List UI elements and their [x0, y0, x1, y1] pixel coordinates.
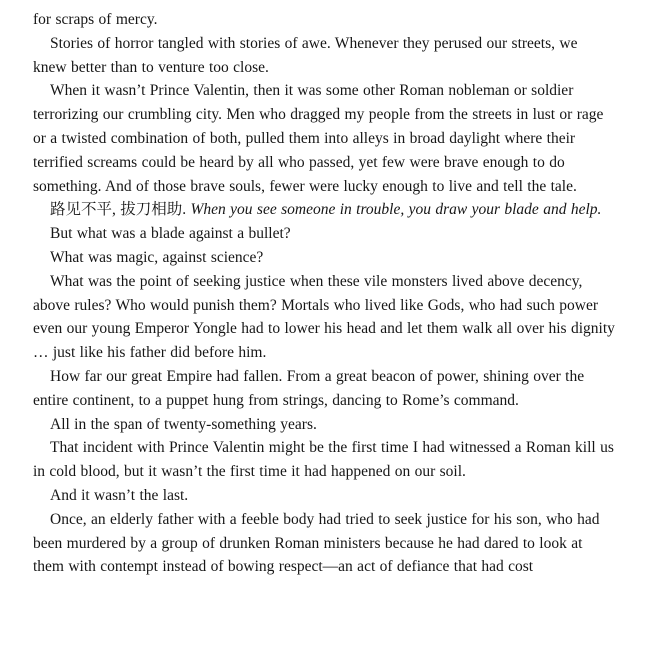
paragraph: What was magic, against science? [50, 248, 264, 266]
paragraph: When it wasn’t Prince Valentin, then it was some other Roman nobleman or soldier terrorizing our crumbling city. Men who dragged my people from the streets in lust or rage or a twisted combination of both, pulled them into alleys in broad daylight where their terrified screams could be heard by all who passed, yet few were brave enough to do something. And of those brave souls, fewer were lucky enough to live and tell the tale. [33, 82, 604, 195]
paragraph: Once, an elderly father with a feeble body had tried to seek justice for his son, who had been murdered by a group of drunken Roman ministers because he had dared to look at them with contempt instead of bowing respect—an act of defiance that had cost [33, 510, 600, 576]
paragraph: That incident with Prince Valentin might be the first time I had witnessed a Roman kill us in cold blood, but it wasn’t the first time it had happened on our soil. [33, 439, 614, 481]
paragraph-proverb [33, 198, 615, 222]
paragraph: And it wasn’t the last. [50, 486, 189, 504]
paragraph: What was the point of seeking justice when these vile monsters lived above decency, above rules? Who would punish them? Mortals who lived like Gods, who had such power even our young Emperor Yongle had to lower his head and let them walk all over his dignity … just like his father did before him. [33, 272, 615, 362]
paragraph: Stories of horror tangled with stories of awe. Whenever they perused our streets, we knew better than to venture too close. [33, 34, 578, 76]
paragraph: for scraps of mercy. [33, 11, 158, 28]
proverb-translation: When you see someone in trouble, you draw your blade and help. [190, 201, 602, 219]
chinese-proverb: 路见不平, 拔刀相助. [50, 201, 191, 219]
paragraph: All in the span of twenty-something years. [50, 415, 317, 433]
paragraph: But what was a blade against a bullet? [50, 225, 291, 243]
paragraph: How far our great Empire had fallen. From a great beacon of power, shining over the entire continent, to a puppet hung from strings, dancing to Rome’s command. [33, 367, 585, 409]
